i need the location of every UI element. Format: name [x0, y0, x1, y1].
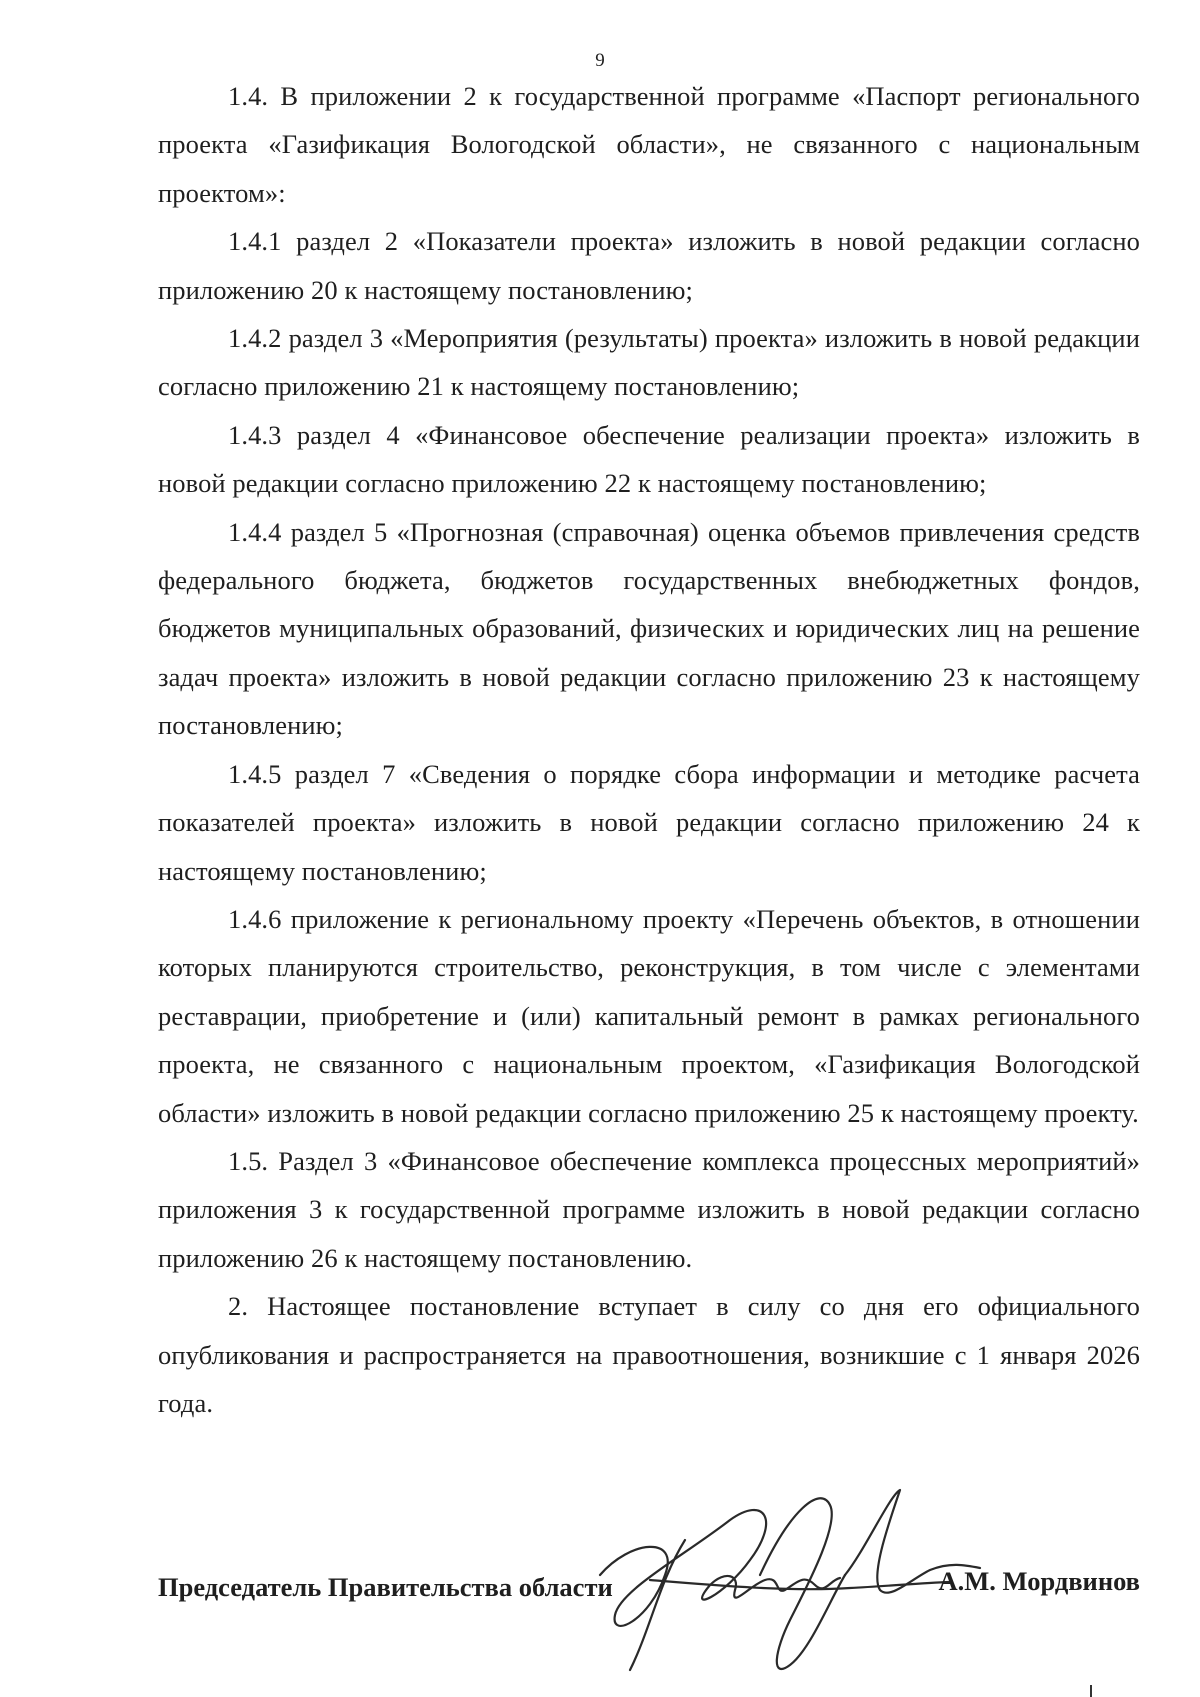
paragraph-2: 2. Настоящее постановление вступает в силу со дня его официального опубликования и распространяется на правоотношения, возникшие с 1 января 2026 года. — [158, 1291, 1140, 1418]
paragraph-1-4: 1.4. В приложении 2 к государственной программе «Паспорт регионального проекта «Газификация Вологодской области», не связанного с национальным проектом»: — [158, 81, 1140, 208]
paragraph-1-4-5: 1.4.5 раздел 7 «Сведения о порядке сбора информации и методике расчета показателей проекта» изложить в новой редакции согласно приложению 24 к настоящему постановлению; — [158, 758, 1140, 886]
paragraph-1-4-6: 1.4.6 приложение к региональному проекту «Перечень объектов, в отношении которых планируются строительство, реконструкция, в том числе с элементами реставрации, приобретение и (или) капитальный ремонт в рамках регионального проекта, не связанного с национальным проектом, «Газификация Вологодской области» изложить в новой редакции согласно приложению 25 к настоящему проекту. — [158, 903, 1140, 1128]
page-number: 9 — [595, 50, 605, 71]
paragraph-1-4-3: 1.4.3 раздел 4 «Финансовое обеспечение реализации проекта» изложить в новой редакции согласно приложению 22 к настоящему постановлению; — [158, 419, 1140, 499]
paragraph-1-4-4: 1.4.4 раздел 5 «Прогнозная (справочная) оценка объемов привлечения средств федерального бюджета, бюджетов государственных внебюджетных фондов, бюджетов муниципальных образований, физических и юридических лиц на решение задач проекта» изложить в новой редакции согласно приложению 23 к настоящему постановлению; — [158, 516, 1140, 741]
paragraph-1-4-2: 1.4.2 раздел 3 «Мероприятия (результаты) проекта» изложить в новой редакции согласно приложению 21 к настоящему постановлению; — [158, 323, 1140, 402]
signature-block — [158, 1566, 1140, 1612]
signer-title: Председатель Правительства области — [158, 1572, 613, 1602]
paragraph-1-4-1: 1.4.1 раздел 2 «Показатели проекта» изложить в новой редакции согласно приложению 20 к настоящему постановлению; — [158, 226, 1140, 305]
document-body — [158, 72, 1140, 1427]
scan-edge-mark — [1090, 1685, 1092, 1697]
paragraph-1-5: 1.5. Раздел 3 «Финансовое обеспечение комплекса процессных мероприятий» приложения 3 к государственной программе изложить в новой редакции согласно приложению 26 к настоящему постановлению. — [158, 1145, 1140, 1273]
signer-name: А.М. Мордвинов — [938, 1566, 1140, 1596]
